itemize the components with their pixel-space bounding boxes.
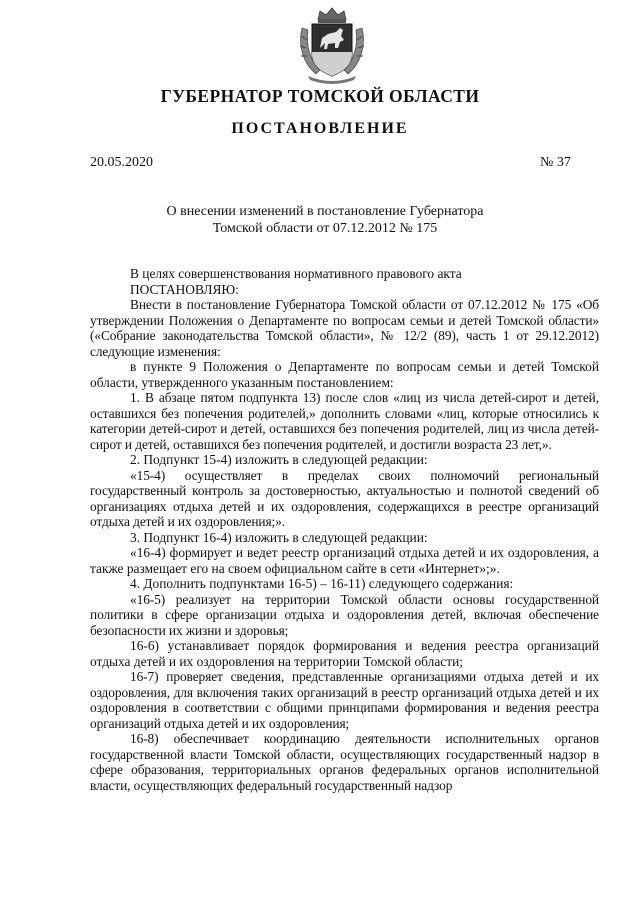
- document-number: № 37: [540, 155, 571, 170]
- issuer-title: ГУБЕРНАТОР ТОМСКОЙ ОБЛАСТИ: [160, 86, 480, 106]
- body-paragraph: 16-6) устанавливает порядок формирования и ведения реестра организаций отдыха детей и их оздоровления на территории Томской области;: [90, 638, 599, 669]
- body-paragraph: «16-5) реализует на территории Томской области основы государственной политики в сфере организации отдыха и оздоровления детей, включая обеспечение безопасности их жизни и здоровья;: [90, 591, 599, 638]
- document-type: ПОСТАНОВЛЕНИЕ: [231, 120, 409, 137]
- body-paragraph: «15-4) осуществляет в пределах своих полномочий региональный государственный контроль за достоверностью, актуальностью и полнотой сведений об организациях отдыха детей и их оздоровления, содержащихся в реестре организаций отдыха детей и их оздоровления;».: [90, 467, 599, 529]
- body-paragraph: 2. Подпункт 15-4) изложить в следующей редакции:: [130, 452, 428, 467]
- body-paragraph: 16-7) проверяет сведения, представленные организациями отдыха детей и их оздоровления, для включения таких организаций в реестр организаций отдыха детей и их оздоровления в соответствии с общими принципами формирования и ведения реестра организаций отдыха детей и их оздоровления;: [90, 669, 599, 731]
- document-date: 20.05.2020: [90, 155, 153, 170]
- heading-line: Томской области от 07.12.2012 № 175: [212, 221, 438, 236]
- preamble-paragraph: В целях совершенствования нормативного правового акта: [130, 266, 462, 281]
- body-paragraph: 1. В абзаце пятом подпункта 13) после слов «лиц из числа детей-сирот и детей, оставшихся без попечения родителей,» дополнить словами «лиц, которые относились к категории детей-сирот и детей, оставшихся без попечения родителей, лиц из числа детей-сирот и детей, оставшихся без попечения родителей, и достигли возраста 23 лет,».: [90, 390, 599, 452]
- body-paragraph: Внести в постановление Губернатора Томской области от 07.12.2012 № 175 «Об утверждении Положения о Департаменте по вопросам семьи и детей Томской области» («Собрание законодательства Томской области», № 12/2 (89), часть 1 от 29.12.2012) следующие изменения:: [90, 297, 599, 359]
- heading-line: О внесении изменений в постановление Губернатора: [166, 204, 484, 219]
- tomsk-coat-of-arms-emblem: [298, 6, 366, 84]
- document-heading: [140, 203, 510, 237]
- body-paragraph: 4. Дополнить подпунктами 16-5) – 16-11) следующего содержания:: [130, 576, 514, 591]
- document-body: [90, 266, 599, 793]
- body-paragraph: 3. Подпункт 16-4) изложить в следующей редакции:: [130, 529, 428, 545]
- body-paragraph: «16-4) формирует и ведет реестр организаций отдыха детей и их оздоровления, а также размещает его на своем официальном сайте в сети «Интернет»;».: [90, 545, 599, 576]
- resolve-heading: ПОСТАНОВЛЯЮ:: [130, 281, 239, 297]
- body-paragraph: 16-8) обеспечивает координацию деятельности исполнительных органов государственной власти Томской области, осуществляющих государственный надзор в сфере образования, территориальных органов федеральных органов исполнительной власти, осуществляющих федеральный государственный надзор: [90, 731, 599, 793]
- body-paragraph: в пункте 9 Положения о Департаменте по вопросам семьи и детей Томской области, утвержденного указанным постановлением:: [90, 359, 599, 390]
